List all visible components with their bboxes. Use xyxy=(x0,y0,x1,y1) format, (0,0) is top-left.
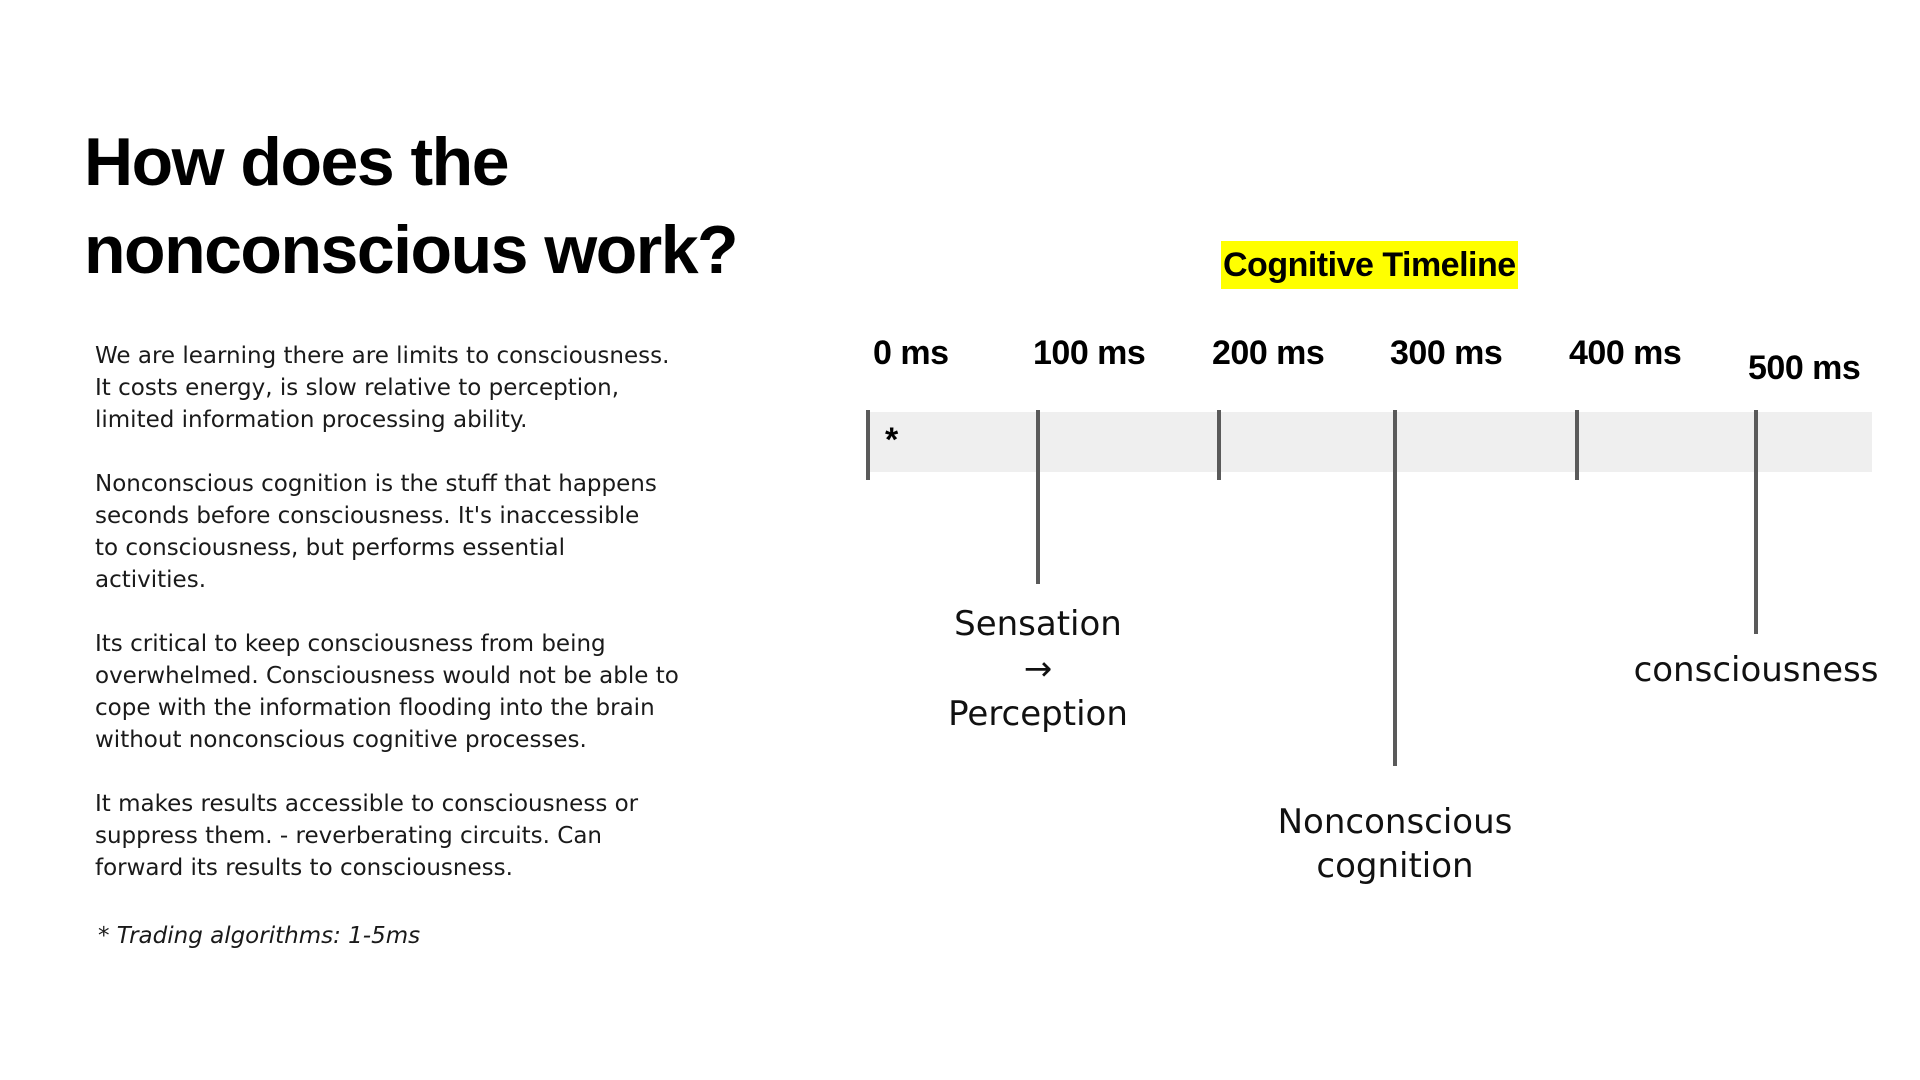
tick-label-400ms: 400 ms xyxy=(1569,334,1682,372)
slide-title-line-1: How does the xyxy=(84,124,509,200)
arrow-icon: → xyxy=(1023,649,1053,689)
tick-line-400ms xyxy=(1575,410,1579,480)
stage-perception: Perception xyxy=(948,694,1128,734)
stage-sensation: Sensation xyxy=(954,604,1122,644)
tick-label-0ms: 0 ms xyxy=(873,334,949,372)
paragraph-results: It makes results accessible to consciousness or suppress them. - reverberating circuits. Can forward its results to consciousness. xyxy=(95,791,639,881)
tick-line-0ms xyxy=(866,410,870,480)
stage-consciousness: consciousness xyxy=(1633,650,1879,690)
timeline-title: Cognitive Timeline xyxy=(1221,241,1518,289)
tick-label-200ms: 200 ms xyxy=(1212,334,1325,372)
tick-line-consciousness xyxy=(1754,410,1758,634)
footnote: * Trading algorithms: 1-5ms xyxy=(98,923,421,949)
slide-title-line-2: nonconscious work? xyxy=(84,212,738,288)
stage-nonconscious-line-2: cognition xyxy=(1316,846,1474,886)
tick-label-500ms: 500 ms xyxy=(1748,349,1861,387)
paragraph-limits: We are learning there are limits to consciousness. It costs energy, is slow relative to perception, limited information processing ability. xyxy=(95,343,670,433)
paragraph-importance: Its critical to keep consciousness from being overwhelmed. Consciousness would not be able to cope with the information flooding into the brain without nonconscious cognitive processes. xyxy=(95,631,679,753)
tick-line-200ms xyxy=(1217,410,1221,480)
tick-label-100ms: 100 ms xyxy=(1033,334,1146,372)
stage-nonconscious-line-1: Nonconscious xyxy=(1277,802,1513,842)
paragraph-definition: Nonconscious cognition is the stuff that happens seconds before consciousness. It's inaccessible to consciousness, but performs essential activities. xyxy=(95,471,657,593)
timeline-bar xyxy=(868,412,1872,472)
stage-sensation-perception xyxy=(918,602,1158,737)
tick-label-300ms: 300 ms xyxy=(1390,334,1503,372)
slide-title xyxy=(84,118,784,294)
stage-nonconscious-cognition xyxy=(1245,800,1545,888)
body-text xyxy=(95,340,715,916)
tick-line-nonconscious xyxy=(1393,410,1397,766)
tick-line-sensation xyxy=(1036,410,1040,584)
timeline-marker: * xyxy=(885,421,899,459)
